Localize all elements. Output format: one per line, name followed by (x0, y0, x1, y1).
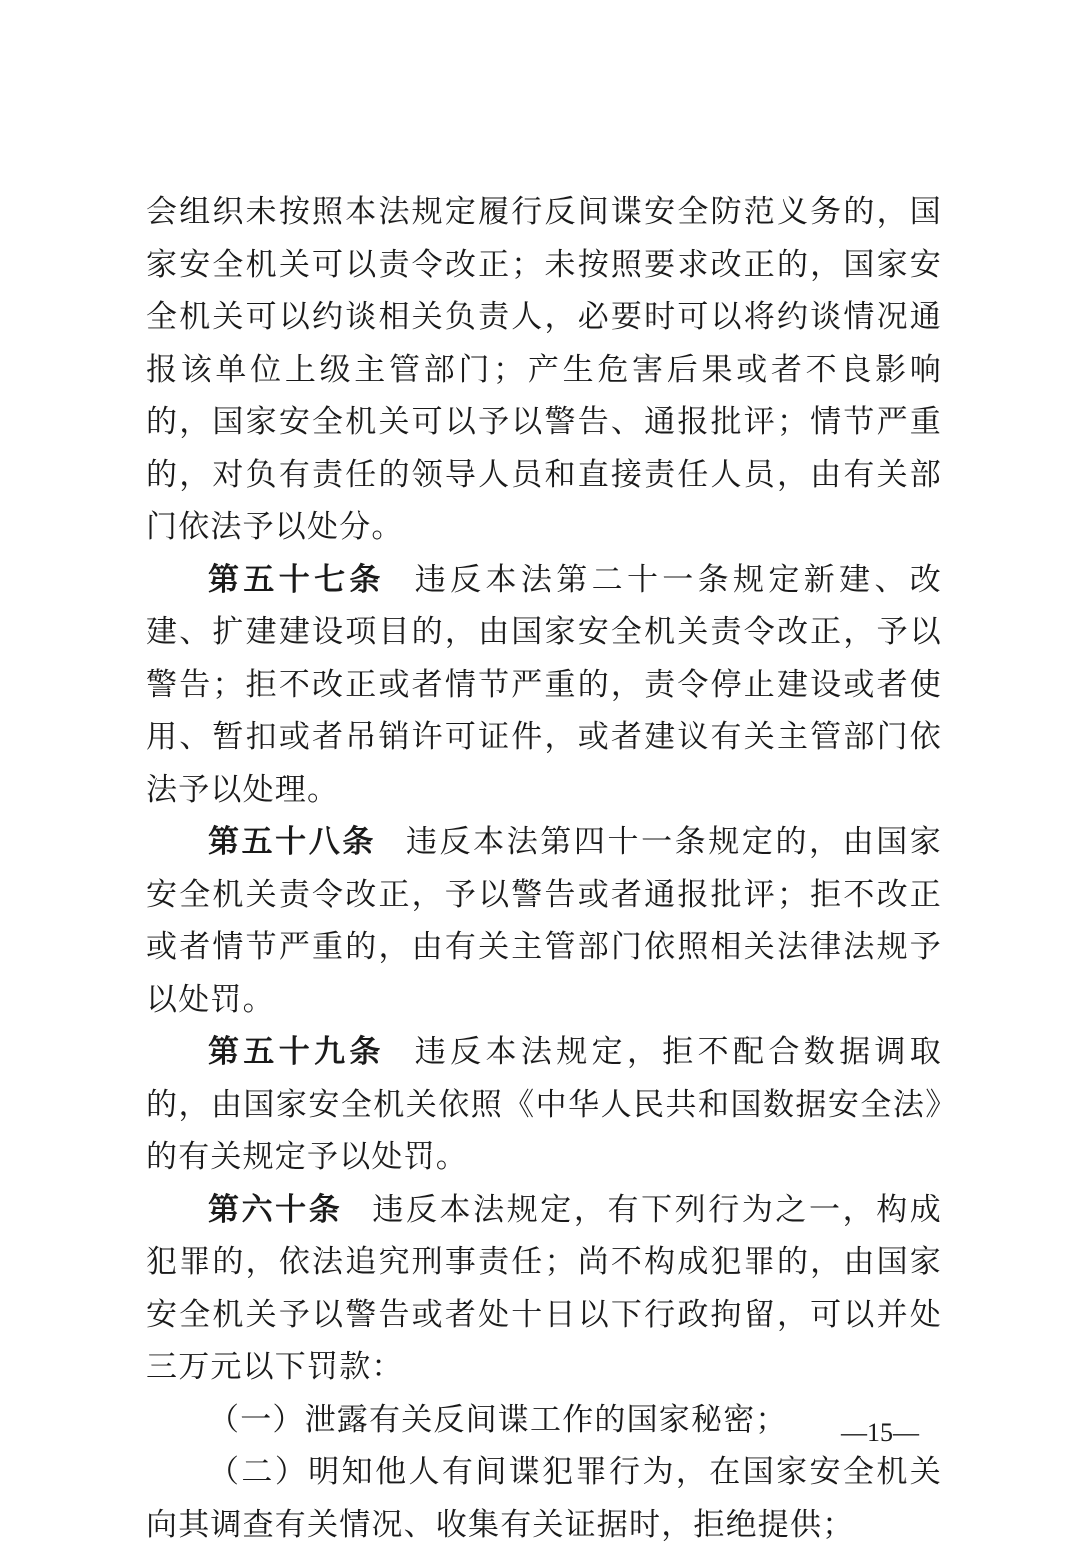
article-59 (146, 1026, 942, 1184)
article-heading: 第五十八条 (208, 824, 376, 860)
article-text: 违反本法第四十一条规定的，由国家安全机关责令改正，予以警告或者通报批评；拒不改正或者情节严重的，由有关主管部门依照相关法律法规予以处罚。 (146, 824, 942, 1018)
list-item-2 (146, 1446, 942, 1551)
article-heading: 第五十九条 (208, 1034, 385, 1070)
article-text: 违反本法规定，拒不配合数据调取的，由国家安全机关依照《中华人民共和国数据安全法》的有关规定予以处罚。 (146, 1034, 943, 1175)
paragraph-text: 会组织未按照本法规定履行反间谍安全防范义务的，国家安全机关可以责令改正；未按照要求改正的，国家安全机关可以约谈相关负责人，必要时可以将约谈情况通报该单位上级主管部门；产生危害后果或者不良影响的，国家安全机关可以予以警告、通报批评；情节严重的，对负有责任的领导人员和直接责任人员，由有关部门依法予以处分。 (146, 194, 942, 545)
page-number: —15— (841, 1418, 919, 1447)
article-text: 违反本法规定，有下列行为之一，构成犯罪的，依法追究刑事责任；尚不构成犯罪的，由国家安全机关予以警告或者处十日以下行政拘留，可以并处三万元以下罚款： (146, 1191, 942, 1385)
document-body (146, 186, 942, 1551)
list-item-text: （二）明知他人有间谍犯罪行为，在国家安全机关向其调查有关情况、收集有关证据时，拒绝提供； (146, 1454, 942, 1543)
paragraph-continuation (146, 186, 942, 554)
list-item-text: （一）泄露有关反间谍工作的国家秘密； (208, 1401, 788, 1438)
article-text: 违反本法第二十一条规定新建、改建、扩建建设项目的，由国家安全机关责令改正，予以警告；拒不改正或者情节严重的，责令停止建设或者使用、暂扣或者吊销许可证件，或者建议有关主管部门依法予以处理。 (146, 561, 943, 808)
article-heading: 第五十七条 (208, 561, 385, 598)
list-item-1 (146, 1394, 942, 1447)
article-heading: 第六十条 (208, 1191, 343, 1228)
article-58 (146, 816, 942, 1026)
article-57 (146, 554, 942, 817)
article-60 (146, 1184, 942, 1394)
